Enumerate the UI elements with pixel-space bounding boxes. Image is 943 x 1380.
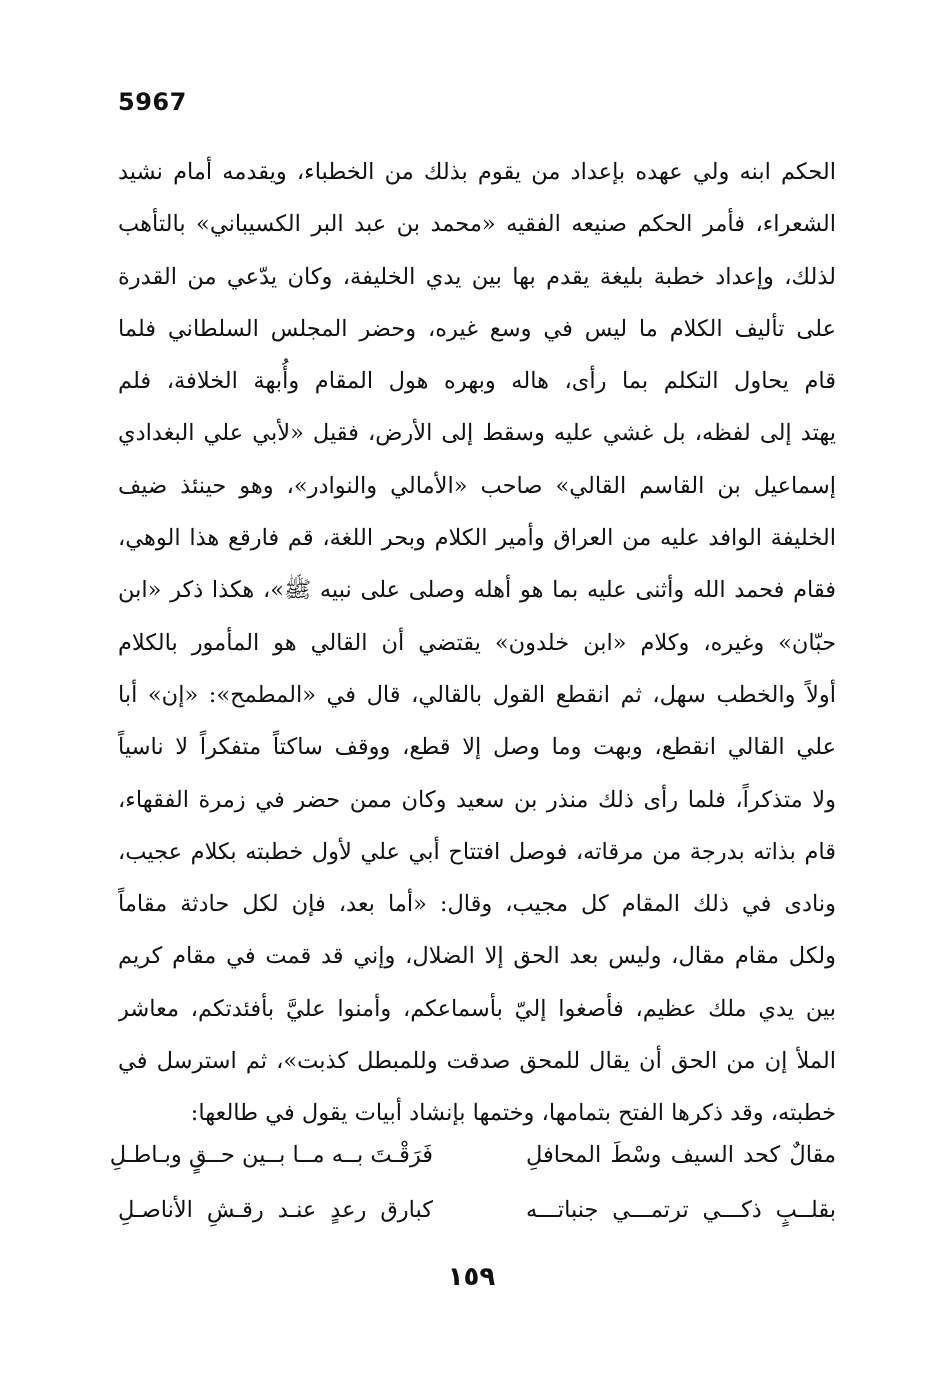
text-line: الملأ إن من الحق أن يقال للمحق صدقت وللمبطل كذبت»، ثم استرسل في [118,1048,836,1075]
text-line: ونادى في ذلك المقام كل مجيب، وقال: «أما بعد، فإن لكل حادثة مقاماً [118,891,836,918]
text-line: قام يحاول التكلم بما رأى، هاله وبهره هول المقام وأُبهة الخلافة، فلم [118,368,836,395]
text-line: فقام فحمد الله وأثنى عليه بما هو أهله وصلى على نبيه ﷺ»، هكذا ذكر «ابن [118,577,836,604]
text-line: حبّان» وغيره، وكلام «ابن خلدون» يقتضي أن القالي هو المأمور بالكلام [118,629,836,656]
text-line: خطبته، وقد ذكرها الفتح بتمامها، وختمها بإنشاد أبيات يقول في طالعها: [190,1100,836,1127]
text-line: الخليفة الوافد عليه من العراق وأمير الكلام وبحر اللغة، قم فارقع هذا الوهي، [118,525,836,552]
hemistich-second: كبارق رعدٍ عنـد رقـشِ الأناصـلِ [118,1197,433,1223]
hemistich-first: مقالٌ كحد السيف وسْطَ المحافلِ [526,1142,836,1168]
text-line: ولكل مقام مقال، وليس بعد الحق إلا الضلال، وإني قد قمت في مقام كريم [118,943,836,970]
hemistich-first: بقلــبٍ ذكـــي ترتمـــي جنباتـــه [526,1197,836,1223]
text-line: الحكم ابنه ولي عهده بإعداد من يقوم بذلك من الخطباء، ويقدمه أمام نشيد [118,159,836,185]
page-number-top: 5967 [118,88,187,116]
hemistich-second: فَرَقْـتَ بــه مــا بــين حــقٍ وبـاطـلِ [109,1142,433,1168]
text-line: أولاً والخطب سهل، ثم انقطع القول بالقالي، قال في «المطمح»: «إن» أبا [118,681,836,708]
text-line: الشعراء، فأمر الحكم صنيعه الفقيه «محمد بن عبد البر الكسيباني» بالتأهب [118,211,836,238]
text-line: لذلك، وإعداد خطبة بليغة يقدم بها بين يدي الخليفة، وكان يدّعي من القدرة [118,263,836,290]
poetry-block [109,1128,836,1238]
verse [118,1183,836,1238]
text-line: يهتد إلى لفظه، بل غشي عليه وسقط إلى الأرض، فقيل «لأبي علي البغدادي [118,420,836,447]
text-line: قام بذاته بدرجة من مرقاته، فوصل افتتاح أبي علي لأول خطبته بكلام عجيب، [118,838,836,865]
page-number-bottom: ١٥٩ [447,1262,496,1292]
text-line: بين يدي ملك عظيم، فأصغوا إليّ بأسماعكم، وأمنوا عليَّ بأفئدتكم، معاشر [118,995,836,1022]
text-line: على تأليف الكلام ما ليس في وسع غيره، وحضر المجلس السلطاني فلما [118,315,836,342]
verse [109,1128,836,1183]
text-line: ولا متذكراً، فلما رأى ذلك منذر بن سعيد وكان ممن حضر في زمرة الفقهاء، [118,786,836,813]
text-line: علي القالي انقطع، وبهت وما وصل إلا قطع، ووقف ساكتاً متفكراً لا ناسياً [118,734,836,761]
text-line: إسماعيل بن القاسم القالي» صاحب «الأمالي والنوادر»، وهو حينئذ ضيف [118,472,836,499]
body-text [118,146,836,1140]
